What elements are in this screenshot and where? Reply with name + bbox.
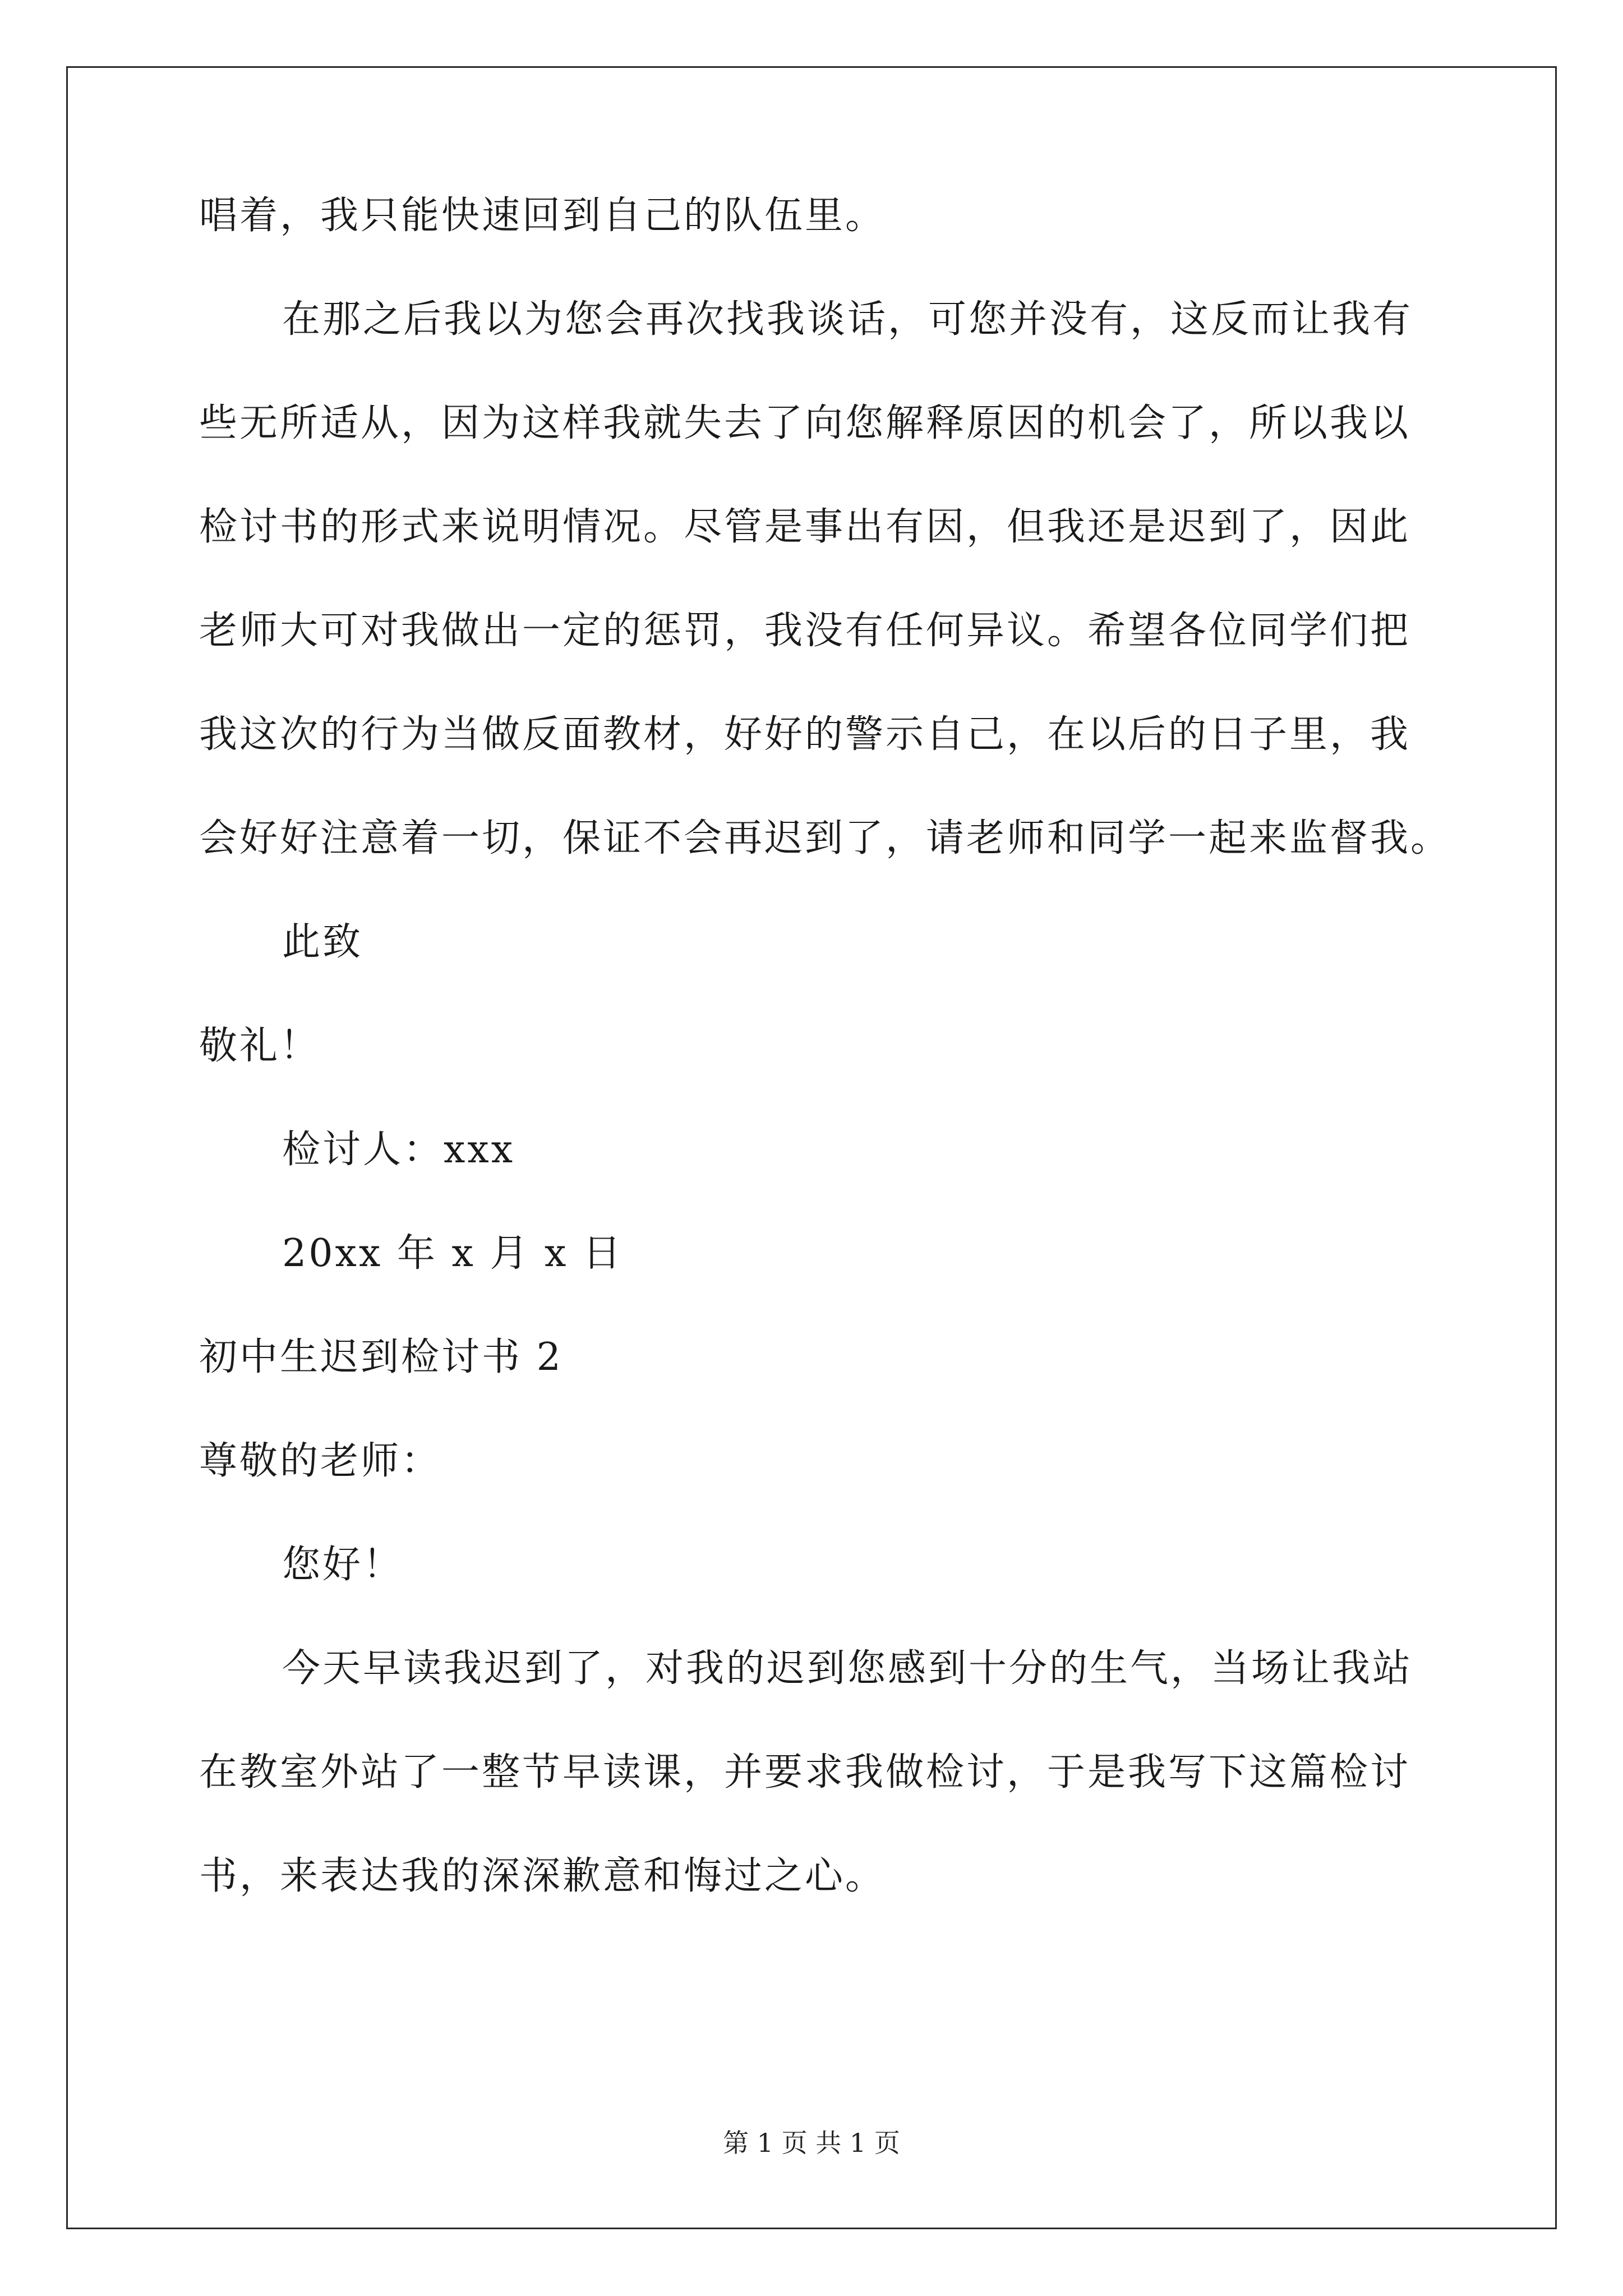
signature-line: 检讨人：xxx xyxy=(282,1128,515,1172)
section-title: 初中生迟到检讨书 2 xyxy=(199,1335,563,1379)
closing-salutation: 此致 xyxy=(282,920,363,964)
paragraph-line: 我这次的行为当做反面教材，好好的警示自己，在以后的日子里，我 xyxy=(199,712,1411,757)
paragraph-line: 些无所适从，因为这样我就失去了向您解释原因的机会了，所以我以 xyxy=(199,401,1411,445)
paragraph-line: 老师大可对我做出一定的惩罚，我没有任何异议。希望各位同学们把 xyxy=(199,609,1411,653)
paragraph-line: 会好好注意着一切，保证不会再迟到了，请老师和同学一起来监督我。 xyxy=(199,816,1451,861)
closing-regards: 敬礼！ xyxy=(199,1024,321,1068)
paragraph-line: 在那之后我以为您会再次找我谈话，可您并没有，这反而让我有 xyxy=(282,297,1413,342)
greeting-hello: 您好！ xyxy=(282,1543,404,1587)
paragraph-line: 今天早读我迟到了，对我的迟到您感到十分的生气，当场让我站 xyxy=(282,1646,1413,1691)
paragraph-line: 检讨书的形式来说明情况。尽管是事出有因，但我还是迟到了，因此 xyxy=(199,505,1411,549)
page-footer: 第 1 页 共 1 页 xyxy=(723,2128,900,2158)
paragraph-line: 书，来表达我的深深歉意和悔过之心。 xyxy=(199,1854,886,1898)
paragraph-line: 唱着，我只能快速回到自己的队伍里。 xyxy=(199,194,886,238)
greeting-recipient: 尊敬的老师： xyxy=(199,1439,442,1483)
date-line: 20xx 年 x 月 x 日 xyxy=(282,1231,624,1276)
paragraph-line: 在教室外站了一整节早读课，并要求我做检讨，于是我写下这篇检讨 xyxy=(199,1750,1411,1795)
